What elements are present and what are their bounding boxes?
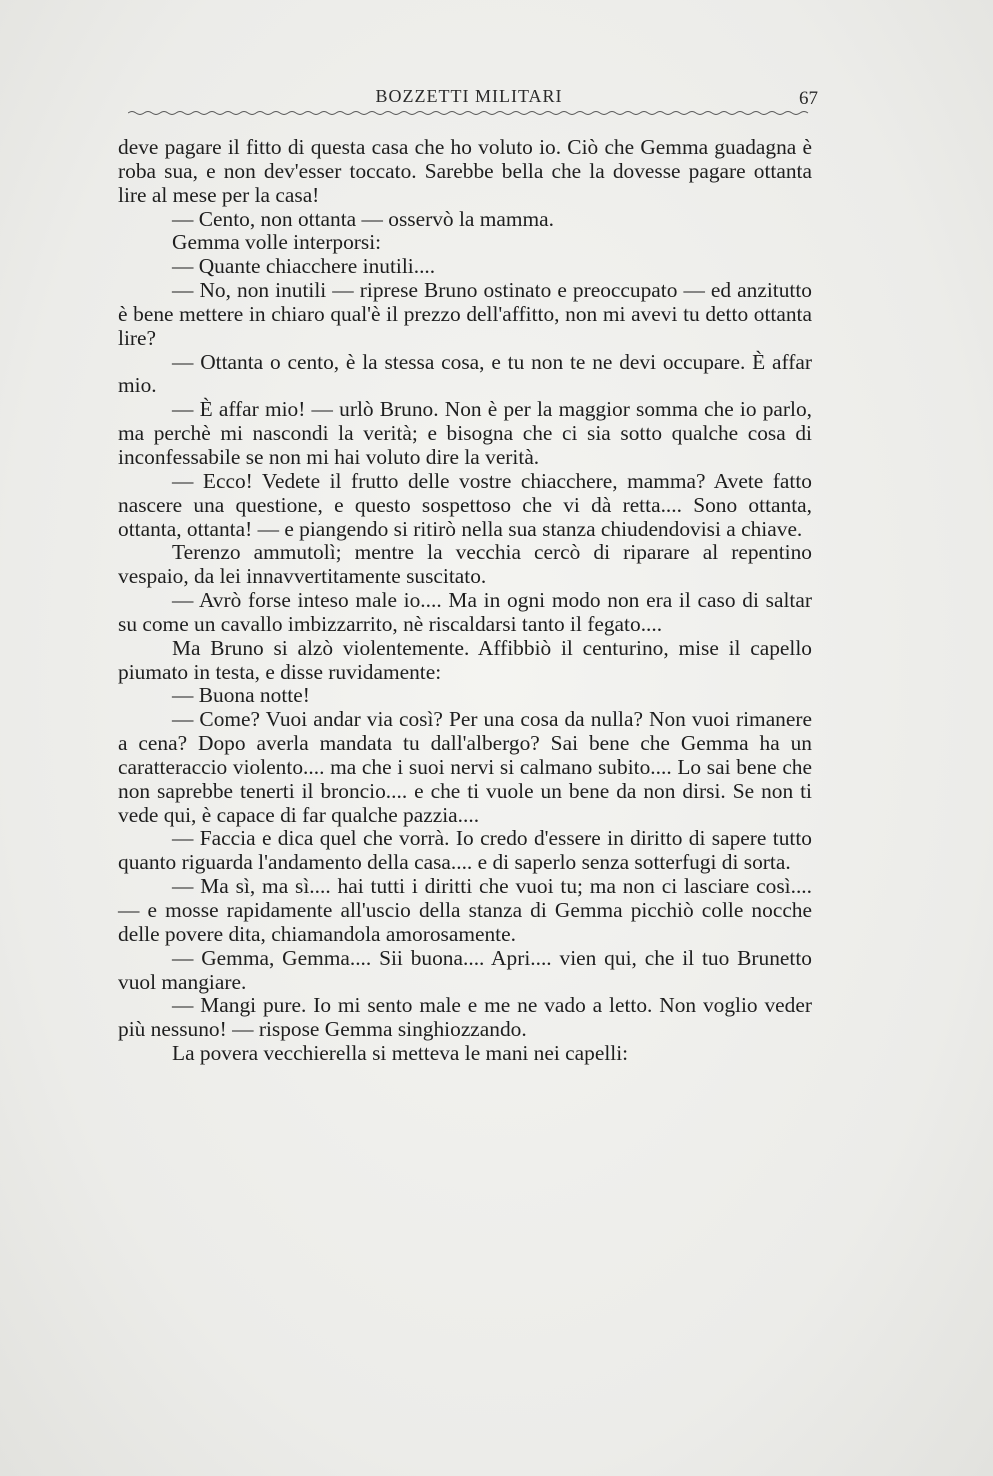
paragraph: — Mangi pure. Io mi sento male e me ne vado a letto. Non voglio veder più nessuno! — rispose Gemma singhiozzando.	[118, 993, 812, 1042]
paragraph: — No, non inutili — riprese Bruno ostinato e preoccupato — ed anzitutto è bene mettere in chiaro qual'è il prezzo dell'affitto, non mi avevi tu detto ottanta lire?	[118, 278, 812, 350]
paragraph: — Ecco! Vedete il frutto delle vostre chiacchere, mamma? Avete fatto nascere una questione, e questo sospettoso che vi dà retta.... Sono ottanta, ottanta, ottanta! — e piangendo si ritirò nella sua stanza chiudendovisi a chiave.	[118, 468, 812, 541]
paragraph: — È affar mio! — urlò Bruno. Non è per la maggior somma che io parlo, ma perchè mi nascondi la verità; e bisogna che ci sia sotto qualche cosa di inconfessabile se non mi hai voluto dire la verità.	[118, 397, 812, 469]
paragraph: deve pagare il fitto di questa casa che ho voluto io. Ciò che Gemma guadagna è roba sua, e non dev'esser toccato. Sarebbe bella che la dovesse pagare ottanta lire al mese per la casa!	[118, 135, 812, 207]
paragraph: — Quante chiacchere inutili....	[172, 254, 436, 279]
page-header	[120, 86, 818, 116]
running-title: BOZZETTI MILITARI	[375, 86, 563, 106]
paragraph: — Buona notte!	[172, 683, 310, 708]
paragraph: Gemma volle interporsi:	[172, 230, 382, 255]
paragraph: Ma Bruno si alzò violentemente. Affibbiò il centurino, mise il capello piumato in testa, e disse ruvidamente:	[118, 635, 812, 684]
paragraph: — Cento, non ottanta — osservò la mamma.	[172, 206, 554, 231]
header-wavy-rule	[128, 110, 810, 116]
paragraph: — Avrò forse inteso male io.... Ma in ogni modo non era il caso di saltar su come un cavallo imbizzarrito, nè riscaldarsi tanto il fegato....	[118, 588, 812, 636]
paragraph: — Come? Vuoi andar via così? Per una cosa da nulla? Non vuoi rimanere a cena? Dopo averla mandata tu dall'albergo? Sai bene che Gemma ha un caratteraccio violento.... ma che i suoi nervi si calmano subito.... Lo sai bene che non saprebbe tenerti il broncio.... e che ti vuole un bene da non dirsi. Se non ti vede qui, è capace di far qualche pazzia....	[118, 707, 812, 827]
paragraph: — Ottanta o cento, è la stessa cosa, e tu non te ne devi occupare. È affar mio.	[118, 349, 812, 398]
paragraph: — Ma sì, ma sì.... hai tutti i diritti che vuoi tu; ma non ci lasciare così.... — e mosse rapidamente all'uscio della stanza di Gemma picchiò colle nocche delle povere dita, chiamandola amorosamente.	[118, 874, 812, 946]
paragraph: — Faccia e dica quel che vorrà. Io credo d'essere in diritto di sapere tutto quanto riguarda l'andamento della casa.... e di saperlo senza sotterfugi di sorta.	[118, 826, 812, 875]
page-number: 67	[799, 88, 818, 109]
paragraph: — Gemma, Gemma.... Sii buona.... Apri.... vien qui, che il tuo Brunetto vuol mangiare.	[118, 945, 812, 994]
paragraph: La povera vecchierella si metteva le mani nei capelli:	[172, 1041, 629, 1066]
body-text	[118, 136, 812, 1066]
paragraph: Terenzo ammutolì; mentre la vecchia cercò di riparare al repentino vespaio, da lei innavvertitamente suscitato.	[118, 540, 812, 589]
